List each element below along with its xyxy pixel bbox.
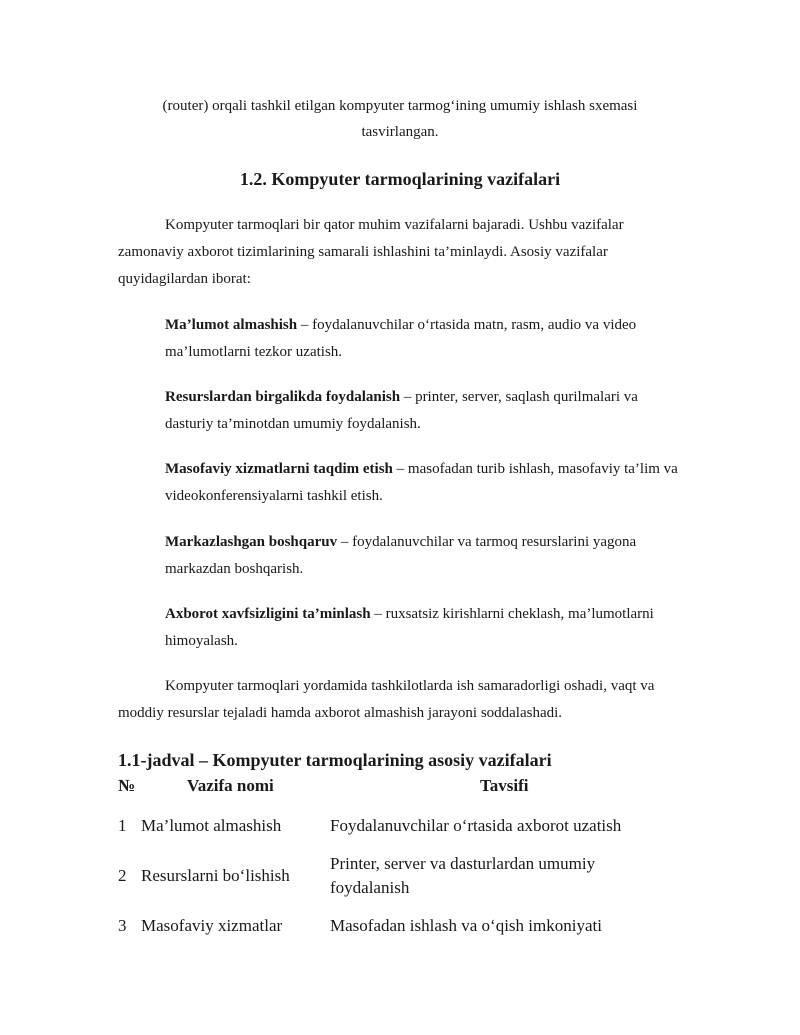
section-heading: 1.2. Kompyuter tarmoqlarining vazifalari [239, 169, 561, 189]
list-item [165, 312, 690, 366]
item-description: – foydalanuvchilar oʻrtasida matn, rasm, audio va video ma’lumotlarni tezkor uzatish. [165, 317, 637, 360]
table-cell-description: Foydalanuvchilar oʻrtasida axborot uzatish [330, 816, 622, 835]
paragraph-conclusion: Kompyuter tarmoqlari yordamida tashkilotlarda ish samaradorligi oshadi, vaqt va moddiy resurslar tejaladi hamda axborot almashish jarayoni soddalashadi. [118, 678, 655, 721]
table-cell-description: Printer, server va dasturlardan umumiy foydalanish [330, 854, 596, 897]
table-cell-name: Resurslarni boʻlishish [141, 866, 290, 885]
paragraph-intro: Kompyuter tarmoqlari bir qator muhim vazifalarni bajaradi. Ushbu vazifalar zamonaviy axborot tizimlarining samarali ishlashini ta’minlaydi. Asosiy vazifalar quyidagilardan iborat: [118, 217, 624, 287]
table-cell-number: 1 [118, 816, 127, 835]
table-cell-name: Masofaviy xizmatlar [141, 916, 283, 935]
list-item [165, 529, 690, 583]
table-cell-name: Ma’lumot almashish [141, 816, 282, 835]
list-item [165, 456, 690, 510]
item-term: Ma’lumot almashish [165, 317, 298, 333]
table-cell-number: 3 [118, 916, 127, 935]
list-item [165, 601, 690, 655]
table-header-name: Vazifa nomi [187, 776, 274, 795]
table-header-description: Tavsifi [480, 776, 529, 795]
item-term: Resurslardan birgalikda foydalanish [165, 389, 401, 405]
intro-text: (router) orqali tashkil etilgan kompyuter tarmogʻining umumiy ishlash sxemasi tasvirlangan. [162, 98, 638, 140]
item-description: – masofadan turib ishlash, masofaviy ta’lim va videokonferensiyalarni tashkil etish. [165, 461, 678, 504]
item-term: Masofaviy xizmatlarni taqdim etish [165, 461, 393, 477]
table-cell-description: Masofadan ishlash va oʻqish imkoniyati [330, 916, 602, 935]
list-item [165, 384, 690, 438]
item-description: – ruxsatsiz kirishlarni cheklash, ma’lumotlarni himoyalash. [165, 606, 654, 649]
item-term: Axborot xavfsizligini ta’minlash [165, 606, 371, 622]
item-description: – foydalanuvchilar va tarmoq resurslarini yagona markazdan boshqarish. [165, 534, 637, 577]
item-description: – printer, server, saqlash qurilmalari va dasturiy ta’minotdan umumiy foydalanish. [165, 389, 638, 432]
item-term: Markazlashgan boshqaruv [165, 534, 338, 550]
table-header-number: № [118, 776, 136, 795]
table-cell-number: 2 [118, 866, 127, 885]
table-caption: 1.1-jadval – Kompyuter tarmoqlarining asosiy vazifalari [118, 750, 552, 770]
